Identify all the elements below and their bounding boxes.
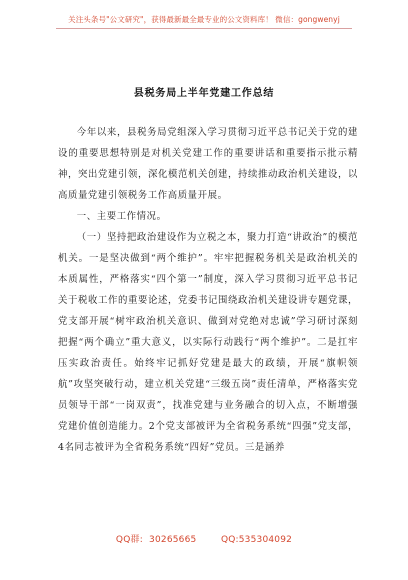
document-body [58,122,358,458]
paragraph-intro: 今年以来，县税务局党组深入学习贯彻习近平总书记关于党的建设的重要思想特别是对机关党建工作的重要讲话和重要指示批示精神，突出党建引领，深化模范机关创建，持续推动政治机关建设，以高质量党建引领税务工作高质量开展。 [58,127,358,201]
page-header [0,0,408,64]
paragraph-political-construction: （一）坚持把政治建设作为立税之本，聚力打造“讲政治”的模范机关。一是坚决做到“两个维护”。牢牢把握税务机关是政治机关的本质属性，严格落实“四个第一”制度，深入学习贯彻习近平总书记关于税收工作的重要论述，党委书记围绕政治机关建设讲专题党课，党支部开展“树牢政治机关意识、做到对党绝对忠诚”学习研讨深刻把握“两个确立”重大意义，以实际行动践行“两个维护”。二是扛牢压实政治责任。始终牢记抓好党建是最大的政绩，开展“旗帜领航”攻坚突破行动，建立机关党建“三级五岗”责任清单，严格落实党员领导干部“一岗双责”，找准党建与业务融合的切入点，不断增强党建价值创造能力。2个党支部被评为全省税务系统“四强”党支部，4名同志被评为全省税务系统“四好”党员。三是涵养 [58,232,358,453]
document-title: 县税务局上半年党建工作总结 [133,88,275,99]
header-divider [56,28,352,29]
header-notice: 关注头条号"公文研究"，获得最新最全最专业的公文资料库！ 微信：gongwenyj [68,15,340,24]
section-heading: 一、主要工作情况。 [76,211,167,222]
page-footer-contact: QQ群: 30265665 QQ:535304092 [115,535,293,545]
